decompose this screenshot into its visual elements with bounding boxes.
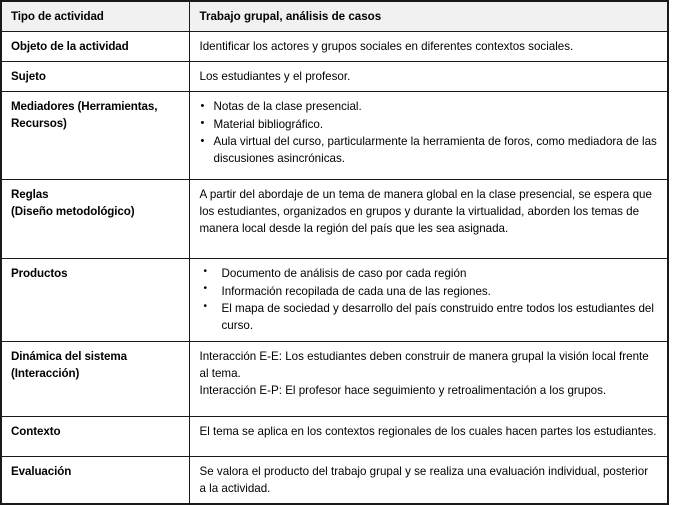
row-label-dinamica <box>1 341 189 416</box>
table-row <box>1 416 668 456</box>
list-item: • Notas de la clase presencial. <box>200 98 658 115</box>
header-label-text: Tipo de actividad <box>11 10 104 23</box>
list-item: • Documento de análisis de caso por cada región <box>200 265 658 282</box>
header-value-text: Trabajo grupal, análisis de casos <box>199 10 382 23</box>
bullet-list <box>200 98 658 167</box>
list-item: • El mapa de sociedad y desarrollo del país construido entre todos los estudiantes del curso. <box>200 300 658 334</box>
row-label-productos <box>1 259 189 342</box>
row-value-evaluacion <box>189 456 668 504</box>
table-row <box>1 259 668 342</box>
row-label-mediadores <box>1 92 189 180</box>
table-row <box>1 341 668 416</box>
row-value-text-line1: Interacción E-E: Los estudiantes deben construir de manera grupal la visión local frente al tema. <box>199 349 649 380</box>
row-value-text: A partir del abordaje de un tema de manera global en la clase presencial, se espera que los estudiantes, organizados en grupos y durante la virtualidad, aborden los temas de manera local desde la región del país que les sea asignada. <box>199 188 652 236</box>
row-label-text: Sujeto <box>11 70 46 84</box>
table-row <box>1 62 668 92</box>
bullet-list <box>200 265 658 334</box>
row-value-mediadores <box>189 92 668 180</box>
row-value-sujeto <box>189 62 668 92</box>
list-item: • Información recopilada de cada una de las regiones. <box>200 283 658 300</box>
row-label-text: Contexto <box>11 424 61 438</box>
row-label-reglas <box>1 180 189 259</box>
row-label-text-line2: (Diseño metodológico) <box>11 205 135 219</box>
row-value-objeto <box>189 32 668 62</box>
row-value-text: Identificar los actores y grupos sociales en diferentes contextos sociales. <box>199 40 574 54</box>
row-value-text: Los estudiantes y el profesor. <box>199 70 351 84</box>
table-row <box>1 92 668 180</box>
list-item: • Aula virtual del curso, particularmente la herramienta de foros, como mediadora de las discusiones asincrónicas. <box>200 133 658 167</box>
row-value-dinamica <box>189 341 668 416</box>
row-label-contexto <box>1 416 189 456</box>
table-header-cell-label <box>1 1 189 32</box>
row-label-text-line1: Dinámica del sistema <box>11 349 127 363</box>
row-label-sujeto <box>1 62 189 92</box>
row-label-text: Productos <box>11 267 68 281</box>
row-value-productos <box>189 259 668 342</box>
table-row <box>1 32 668 62</box>
row-label-evaluacion <box>1 456 189 504</box>
table-row <box>1 180 668 259</box>
row-label-text-line2: Recursos) <box>11 117 67 131</box>
row-value-reglas <box>189 180 668 259</box>
list-item: • Material bibliográfico. <box>200 116 658 133</box>
table-header-row <box>1 1 668 32</box>
row-value-text: El tema se aplica en los contextos regionales de los cuales hacen partes los estudiantes. <box>199 424 657 438</box>
row-value-text: Se valora el producto del trabajo grupal y se realiza una evaluación individual, posterior a la actividad. <box>199 464 649 495</box>
row-label-text: Objeto de la actividad <box>11 40 129 54</box>
table-row <box>1 456 668 504</box>
row-value-text-line2: Interacción E-P: El profesor hace seguimiento y retroalimentación a los grupos. <box>199 383 607 397</box>
row-label-text-line1: Reglas <box>11 188 49 202</box>
row-label-text: Evaluación <box>11 464 72 478</box>
table-header-cell-value <box>189 1 668 32</box>
row-value-contexto <box>189 416 668 456</box>
row-label-text-line1: Mediadores (Herramientas, <box>11 100 158 114</box>
row-label-text-line2: (Interacción) <box>11 366 80 380</box>
row-label-objeto <box>1 32 189 62</box>
